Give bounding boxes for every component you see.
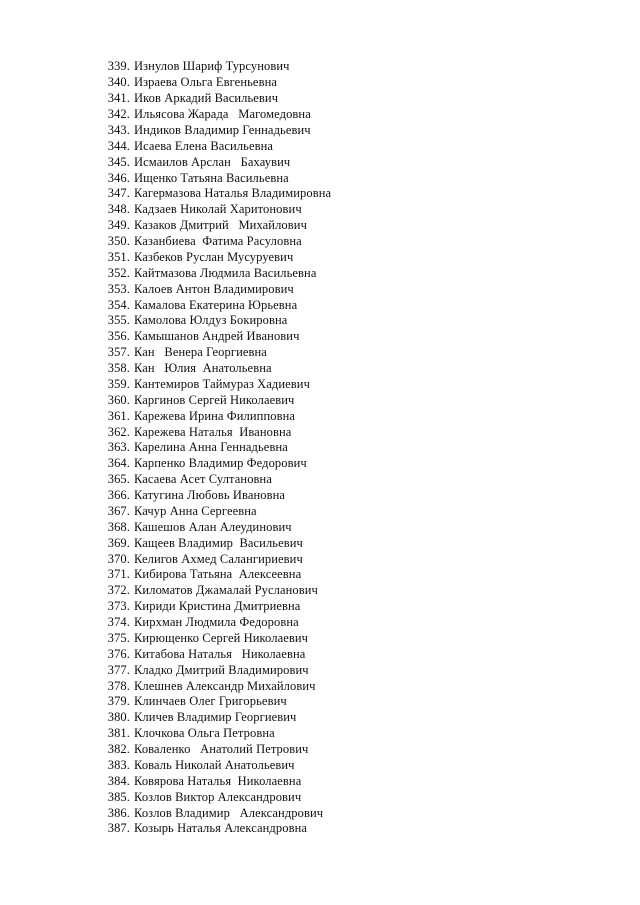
item-number: 358. [107, 361, 130, 376]
list-item [96, 107, 331, 123]
item-number: 341. [107, 91, 130, 106]
item-number: 384. [107, 773, 130, 788]
list-item [96, 392, 331, 408]
person-name: Исаева Елена Васильевна [134, 138, 274, 153]
person-name: Камолова Юлдуз Бокировна [134, 313, 288, 328]
item-number: 344. [107, 138, 130, 153]
person-name: Карпенко Владимир Федорович [134, 456, 307, 471]
item-number: 377. [107, 662, 130, 677]
person-name: Кайтмазова Людмила Васильевна [134, 265, 317, 280]
person-name: Кладко Дмитрий Владимирович [134, 662, 309, 677]
person-name: Исмаилов Арслан Бахаувич [134, 154, 291, 169]
list-item [96, 345, 331, 361]
person-name: Качур Анна Сергеевна [134, 503, 257, 518]
list-item [96, 615, 331, 631]
person-name: Кагермазова Наталья Владимировна [134, 186, 332, 201]
list-item [96, 186, 331, 202]
list-item [96, 472, 331, 488]
item-number: 373. [107, 599, 130, 614]
list-item [96, 138, 331, 154]
list-item [96, 789, 331, 805]
item-number: 362. [107, 424, 130, 439]
person-name: Козырь Наталья Александровна [134, 821, 308, 836]
list-item [96, 773, 331, 789]
item-number: 363. [107, 440, 130, 455]
person-name: Козлов Владимир Александрович [134, 805, 324, 820]
person-name: Клочкова Ольга Петровна [134, 726, 275, 741]
list-item [96, 662, 331, 678]
person-name: Коваленко Анатолий Петрович [134, 742, 309, 757]
item-number: 380. [107, 710, 130, 725]
item-number: 359. [107, 376, 130, 391]
item-number: 382. [107, 742, 130, 757]
list-item [96, 710, 331, 726]
item-number: 360. [107, 392, 130, 407]
list-item [96, 535, 331, 551]
item-number: 367. [107, 503, 130, 518]
person-name: Ильясова Жарада Магомедовна [134, 107, 311, 122]
list-item [96, 440, 331, 456]
item-number: 342. [107, 107, 130, 122]
person-name: Кан Венера Георгиевна [134, 345, 267, 360]
person-name: Кирхман Людмила Федоровна [134, 615, 299, 630]
list-item [96, 329, 331, 345]
person-name: Изнулов Шариф Турсунович [134, 59, 290, 74]
list-item [96, 821, 331, 837]
list-item [96, 297, 331, 313]
person-name: Клинчаев Олег Григорьевич [134, 694, 287, 709]
person-name: Кадзаев Николай Харитонович [134, 202, 302, 217]
list-item [96, 75, 331, 91]
list-item [96, 805, 331, 821]
item-number: 356. [107, 329, 130, 344]
item-number: 355. [107, 313, 130, 328]
item-number: 366. [107, 488, 130, 503]
list-item [96, 726, 331, 742]
list-item [96, 408, 331, 424]
item-number: 354. [107, 297, 130, 312]
item-number: 383. [107, 757, 130, 772]
person-name: Индиков Владимир Геннадьевич [134, 122, 311, 137]
person-name: Кан Юлия Анатольевна [134, 361, 272, 376]
list-item [96, 424, 331, 440]
person-name: Кашешов Алан Алеудинович [134, 519, 292, 534]
person-name: Клешнев Александр Михайлович [134, 678, 316, 693]
item-number: 365. [107, 472, 130, 487]
list-item [96, 377, 331, 393]
person-name: Карежева Наталья Ивановна [134, 424, 292, 439]
list-item [96, 154, 331, 170]
list-item [96, 91, 331, 107]
list-item [96, 456, 331, 472]
person-name: Кантемиров Таймураз Хадиевич [134, 376, 310, 391]
item-number: 379. [107, 694, 130, 709]
person-name: Израева Ольга Евгеньевна [134, 75, 278, 90]
list-item [96, 123, 331, 139]
list-item [96, 678, 331, 694]
item-number: 372. [107, 583, 130, 598]
item-number: 370. [107, 551, 130, 566]
list-item [96, 250, 331, 266]
item-number: 353. [107, 281, 130, 296]
person-name: Карежева Ирина Филипповна [134, 408, 296, 423]
person-name: Камышанов Андрей Иванович [134, 329, 300, 344]
list-item [96, 694, 331, 710]
person-name: Кащеев Владимир Васильевич [134, 535, 303, 550]
list-item [96, 218, 331, 234]
person-name: Кириди Кристина Дмитриевна [134, 599, 301, 614]
item-number: 340. [107, 75, 130, 90]
item-number: 371. [107, 567, 130, 582]
list-item [96, 742, 331, 758]
list-item [96, 583, 331, 599]
person-name: Касаева Асет Султановна [134, 472, 272, 487]
list-item [96, 599, 331, 615]
item-number: 378. [107, 678, 130, 693]
person-name: Кирющенко Сергей Николаевич [134, 630, 309, 645]
item-number: 352. [107, 265, 130, 280]
list-item [96, 265, 331, 281]
list-item [96, 567, 331, 583]
list-item [96, 361, 331, 377]
person-name: Кибирова Татьяна Алексеевна [134, 567, 302, 582]
list-item [96, 59, 331, 75]
person-name: Кличев Владимир Георгиевич [134, 710, 297, 725]
item-number: 376. [107, 646, 130, 661]
item-number: 343. [107, 122, 130, 137]
item-number: 357. [107, 345, 130, 360]
item-number: 374. [107, 615, 130, 630]
list-item [96, 313, 331, 329]
person-name: Иков Аркадий Васильевич [134, 91, 279, 106]
item-number: 350. [107, 234, 130, 249]
item-number: 361. [107, 408, 130, 423]
person-name: Казанбиева Фатима Расуловна [134, 234, 302, 249]
person-name: Келигов Ахмед Салангириевич [134, 551, 303, 566]
person-name: Казаков Дмитрий Михайлович [134, 218, 307, 233]
person-name: Камалова Екатерина Юрьевна [134, 297, 298, 312]
list-item [96, 551, 331, 567]
item-number: 347. [107, 186, 130, 201]
person-name: Каргинов Сергей Николаевич [134, 392, 295, 407]
item-number: 381. [107, 726, 130, 741]
item-number: 375. [107, 630, 130, 645]
person-name: Ищенко Татьяна Васильевна [134, 170, 289, 185]
list-item [96, 234, 331, 250]
list-item [96, 202, 331, 218]
item-number: 386. [107, 805, 130, 820]
item-number: 385. [107, 789, 130, 804]
person-name: Козлов Виктор Александрович [134, 789, 302, 804]
item-number: 387. [107, 821, 130, 836]
list-item [96, 631, 331, 647]
list-item [96, 519, 331, 535]
item-number: 345. [107, 154, 130, 169]
person-name: Карелина Анна Геннадьевна [134, 440, 288, 455]
item-number: 351. [107, 249, 130, 264]
name-list [96, 59, 331, 837]
list-item [96, 646, 331, 662]
item-number: 364. [107, 456, 130, 471]
person-name: Калоев Антон Владимирович [134, 281, 294, 296]
item-number: 348. [107, 202, 130, 217]
item-number: 339. [107, 59, 130, 74]
person-name: Ковярова Наталья Николаевна [134, 773, 302, 788]
item-number: 369. [107, 535, 130, 550]
person-name: Коваль Николай Анатольевич [134, 757, 295, 772]
item-number: 368. [107, 519, 130, 534]
list-item [96, 170, 331, 186]
person-name: Катугина Любовь Ивановна [134, 488, 286, 503]
list-item [96, 488, 331, 504]
person-name: Казбеков Руслан Мусуруевич [134, 249, 294, 264]
item-number: 346. [107, 170, 130, 185]
list-item [96, 504, 331, 520]
list-item [96, 758, 331, 774]
person-name: Китабова Наталья Николаевна [134, 646, 306, 661]
list-item [96, 281, 331, 297]
item-number: 349. [107, 218, 130, 233]
person-name: Киломатов Джамалай Русланович [134, 583, 318, 598]
